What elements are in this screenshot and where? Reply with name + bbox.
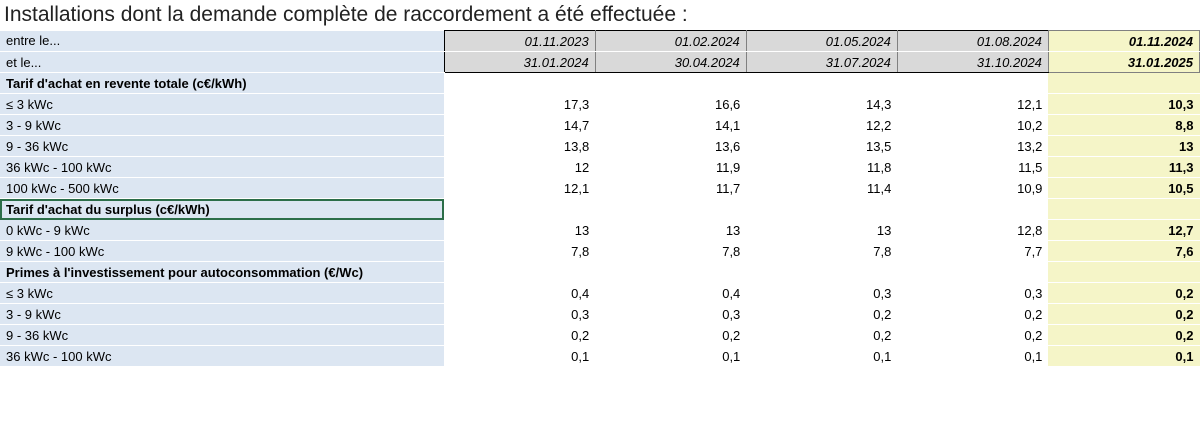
section-spacer xyxy=(444,262,595,283)
section-header-row xyxy=(0,199,1200,220)
row-value: 13 xyxy=(595,220,746,241)
row-value: 14,1 xyxy=(595,115,746,136)
section-spacer xyxy=(595,262,746,283)
row-value: 13 xyxy=(746,220,897,241)
row-value: 13,6 xyxy=(595,136,746,157)
section-spacer xyxy=(1048,73,1199,94)
section-title: Primes à l'investissement pour autoconsommation (€/Wc) xyxy=(0,262,444,283)
tariff-table xyxy=(0,30,1200,367)
row-value: 0,2 xyxy=(746,325,897,346)
row-value: 11,7 xyxy=(595,178,746,199)
period-to-5: 31.01.2025 xyxy=(1048,52,1199,73)
period-from-3: 01.05.2024 xyxy=(746,31,897,52)
row-value: 0,3 xyxy=(444,304,595,325)
row-label: ≤ 3 kWc xyxy=(0,283,444,304)
row-value-highlight: 12,7 xyxy=(1048,220,1199,241)
table-row xyxy=(0,283,1200,304)
row-value: 0,4 xyxy=(444,283,595,304)
section-header-row xyxy=(0,73,1200,94)
row-value: 0,4 xyxy=(595,283,746,304)
row-value: 7,8 xyxy=(444,241,595,262)
row-value-highlight: 7,6 xyxy=(1048,241,1199,262)
row-label: 9 kWc - 100 kWc xyxy=(0,241,444,262)
row-label: 9 - 36 kWc xyxy=(0,136,444,157)
table-row xyxy=(0,178,1200,199)
row-value: 13,8 xyxy=(444,136,595,157)
row-value-highlight: 0,2 xyxy=(1048,325,1199,346)
section-spacer xyxy=(746,73,897,94)
row-label: 100 kWc - 500 kWc xyxy=(0,178,444,199)
row-value: 13 xyxy=(444,220,595,241)
row-value: 11,8 xyxy=(746,157,897,178)
period-from-1: 01.11.2023 xyxy=(444,31,595,52)
row-label: 9 - 36 kWc xyxy=(0,325,444,346)
row-value-highlight: 10,3 xyxy=(1048,94,1199,115)
period-to-label: et le... xyxy=(0,52,444,73)
row-label: 0 kWc - 9 kWc xyxy=(0,220,444,241)
section-title-selected[interactable]: Tarif d'achat du surplus (c€/kWh) xyxy=(0,199,444,220)
row-value-highlight: 0,2 xyxy=(1048,283,1199,304)
row-value: 7,7 xyxy=(897,241,1048,262)
section-spacer xyxy=(746,262,897,283)
section-spacer xyxy=(595,73,746,94)
section-spacer xyxy=(444,199,595,220)
table-row xyxy=(0,304,1200,325)
row-value: 0,2 xyxy=(746,304,897,325)
row-value: 12,2 xyxy=(746,115,897,136)
row-label: 36 kWc - 100 kWc xyxy=(0,346,444,367)
page-title xyxy=(0,0,1200,30)
row-value: 11,5 xyxy=(897,157,1048,178)
section-spacer xyxy=(595,199,746,220)
row-value: 0,1 xyxy=(444,346,595,367)
period-from-5: 01.11.2024 xyxy=(1048,31,1199,52)
row-value: 13,5 xyxy=(746,136,897,157)
section-spacer xyxy=(444,73,595,94)
period-to-3: 31.07.2024 xyxy=(746,52,897,73)
row-value-highlight: 10,5 xyxy=(1048,178,1199,199)
row-value: 10,2 xyxy=(897,115,1048,136)
row-label: 3 - 9 kWc xyxy=(0,115,444,136)
row-value: 11,9 xyxy=(595,157,746,178)
section-spacer xyxy=(746,199,897,220)
row-label: 3 - 9 kWc xyxy=(0,304,444,325)
row-value: 0,3 xyxy=(897,283,1048,304)
row-value: 7,8 xyxy=(746,241,897,262)
row-value-highlight: 0,2 xyxy=(1048,304,1199,325)
section-spacer xyxy=(897,73,1048,94)
row-value: 7,8 xyxy=(595,241,746,262)
section-title: Tarif d'achat en revente totale (c€/kWh) xyxy=(0,73,444,94)
table-row xyxy=(0,157,1200,178)
row-value: 14,7 xyxy=(444,115,595,136)
table-row xyxy=(0,241,1200,262)
section-spacer xyxy=(1048,262,1199,283)
row-value: 0,3 xyxy=(595,304,746,325)
row-value: 0,2 xyxy=(595,325,746,346)
period-to-2: 30.04.2024 xyxy=(595,52,746,73)
section-spacer xyxy=(897,262,1048,283)
section-header-row xyxy=(0,262,1200,283)
row-value-highlight: 0,1 xyxy=(1048,346,1199,367)
row-value: 12,1 xyxy=(444,178,595,199)
row-label: 36 kWc - 100 kWc xyxy=(0,157,444,178)
row-value: 0,2 xyxy=(897,325,1048,346)
period-from-4: 01.08.2024 xyxy=(897,31,1048,52)
row-value: 0,2 xyxy=(444,325,595,346)
section-spacer xyxy=(1048,199,1199,220)
table-row xyxy=(0,136,1200,157)
row-value: 13,2 xyxy=(897,136,1048,157)
row-value: 0,2 xyxy=(897,304,1048,325)
table-body xyxy=(0,31,1200,367)
table-row xyxy=(0,94,1200,115)
period-to-1: 31.01.2024 xyxy=(444,52,595,73)
table-row-period-from xyxy=(0,31,1200,52)
row-value: 14,3 xyxy=(746,94,897,115)
period-from-2: 01.02.2024 xyxy=(595,31,746,52)
row-value: 17,3 xyxy=(444,94,595,115)
row-value: 10,9 xyxy=(897,178,1048,199)
row-value: 11,4 xyxy=(746,178,897,199)
period-from-label: entre le... xyxy=(0,31,444,52)
row-label: ≤ 3 kWc xyxy=(0,94,444,115)
row-value: 0,1 xyxy=(897,346,1048,367)
row-value: 12 xyxy=(444,157,595,178)
table-row xyxy=(0,346,1200,367)
table-row-period-to xyxy=(0,52,1200,73)
row-value: 16,6 xyxy=(595,94,746,115)
row-value: 0,3 xyxy=(746,283,897,304)
row-value: 12,8 xyxy=(897,220,1048,241)
table-row xyxy=(0,115,1200,136)
page-title-text: Installations dont la demande complète de raccordement a été effectuée : xyxy=(4,3,688,26)
row-value-highlight: 8,8 xyxy=(1048,115,1199,136)
row-value-highlight: 11,3 xyxy=(1048,157,1199,178)
row-value: 0,1 xyxy=(595,346,746,367)
row-value: 0,1 xyxy=(746,346,897,367)
table-row xyxy=(0,325,1200,346)
section-spacer xyxy=(897,199,1048,220)
row-value-highlight: 13 xyxy=(1048,136,1199,157)
period-to-4: 31.10.2024 xyxy=(897,52,1048,73)
table-row xyxy=(0,220,1200,241)
row-value: 12,1 xyxy=(897,94,1048,115)
